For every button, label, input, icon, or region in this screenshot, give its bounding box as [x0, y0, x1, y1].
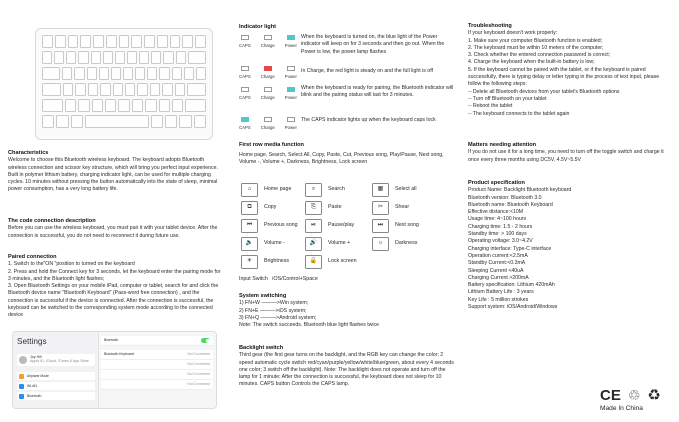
key-volume-up: 🔊 Volume + — [305, 237, 350, 251]
trouble-line: If your keyboard doesn't work properly: — [468, 30, 558, 37]
bluetooth-toggle-row: Bluetooth — [101, 336, 213, 346]
indicator-icons: CAPS Charge Power — [239, 66, 297, 80]
attention-text: If you do not use it for a long time, you need to turn off the toggle switch and charge it once every three months using DC5V, 4.5V~5.5V — [468, 149, 664, 163]
indicator-icons: CAPS Charge Power — [239, 35, 297, 49]
first-row-text: Home page, Search, Select All, Copy, Paste, Cut, Previous song, Play/Pause, Next song, Volume -, Volume +, Darkness, Brightness, Lock screen — [239, 152, 444, 166]
trouble-line: 3. Check whether the entered connection password is correct; — [468, 52, 611, 59]
attention-title: Matters needing attention — [468, 142, 537, 148]
indicator-desc: The CAPS indicator lights up when the keyboard caps lock — [301, 117, 436, 123]
avatar — [19, 356, 27, 364]
indicator-desc: When the keyboard is turned on, the blue light of the Power indicator will keep on for 3 seconds and then go out. When the Power is low, the power lamp flashes — [301, 34, 445, 55]
scissors-icon: ✂ — [372, 201, 389, 215]
spec-title: Product specification — [468, 180, 525, 186]
key-volume-down: 🔉 Volume - — [241, 237, 285, 251]
trouble-line: -- Reboot the tablet — [468, 103, 513, 110]
next-icon: ⏭ — [372, 219, 389, 233]
code-title: The code connection description — [8, 218, 96, 224]
settings-main — [101, 336, 213, 390]
system-line: 3) FN+Q ———>Android system; — [239, 314, 317, 321]
indicator-icons: CAPS Charge Power — [239, 87, 297, 101]
trouble-line: 5. If the keyboard cannot be paired with the tablet, or if the keyboard is paired successfully, there is typing delay or letter typing in the process of text input, please follow the following steps: — [468, 66, 660, 88]
code-text: Before you can use the wireless keyboard, you must pair it with your tablet device. After the connection is successful, you do not need to reconnect it during future use. — [8, 225, 218, 239]
key-darkness: ☼ Darkness — [372, 237, 417, 251]
trouble-line: 2. The keyboard must be within 10 meters of the computer; — [468, 44, 604, 51]
key-next: ⏭ Next song — [372, 219, 419, 233]
code-section — [8, 218, 223, 240]
system-section — [239, 293, 454, 329]
brightness-icon: ☀ — [241, 255, 258, 269]
paired-step: 1. Switch to the"ON "position to turned on the keyboard — [8, 261, 135, 268]
copy-icon: ⧉ — [241, 201, 258, 215]
keyboard-illustration — [35, 28, 213, 140]
device-row: Not Connected — [101, 370, 213, 380]
settings-screenshot — [12, 331, 217, 409]
device-row: Bluetooth Keyboard Not Connected — [101, 350, 213, 360]
key-search: ⌕ Search — [305, 183, 345, 197]
spec-line: Lithium Battery Life : 3 years — [468, 289, 534, 296]
key-brightness: ☀ Brightness — [241, 255, 289, 269]
airplane-icon — [19, 374, 24, 379]
key-shear: ✂ Shear — [372, 201, 409, 215]
lock-icon: 🔒 — [305, 255, 322, 269]
spec-line: Key Life : 5 million strokes — [468, 296, 529, 303]
trouble-line: 4. Charge the keyboard when the built-in battery is low; — [468, 59, 595, 66]
indicator-title: Indicator light — [239, 24, 276, 30]
recycle-icon: ♻ — [647, 387, 661, 404]
characteristics-text: Welcome to choose this Bluetooth wireless keyboard. The keyboard adopts Bluetooth wireless connection and scissor key structure, which will bring you perfect input experience. Built in polymer lithium battery, charging indicator light, can be used for multiple charging cycles. 10 minutes without pressing the button automatically into the state of sleep, minimal power consumption, has a very long battery life. — [8, 157, 218, 193]
troubleshooting-title: Troubleshooting — [468, 23, 512, 29]
spec-line: Charging Current >200mA — [468, 274, 529, 281]
paste-icon: ⎘ — [305, 201, 322, 215]
settings-sidebar — [13, 332, 99, 408]
paired-title: Paired connection — [8, 254, 57, 260]
key-home: ⌂ Home page — [241, 183, 291, 197]
spec-line: Product Name: Backlight Bluetooth keyboard — [468, 187, 572, 194]
indicator-desc: When the keyboard is ready for pairing, the Bluetooth indicator will blink and the pairing status will last for 3 minutes. — [301, 85, 454, 99]
spec-line: Bluetooth version: Bluetooth 3.0 — [468, 194, 542, 201]
spec-line: Battery specification: Lithium 420mAh — [468, 282, 555, 289]
indicator-icons: CAPS Charge Power — [239, 117, 297, 131]
wifi-icon — [19, 384, 24, 389]
settings-title: Settings — [17, 337, 47, 346]
system-line: Note: The switch succeeds. Bluetooth blue light flashes twice — [239, 322, 380, 329]
volume-down-icon: 🔉 — [241, 237, 258, 251]
trouble-line: -- Turn off Bluetooth on your tablet — [468, 95, 547, 102]
paired-section — [8, 254, 223, 320]
device-row: Not Connected — [101, 380, 213, 390]
indicator-desc: In Charge, the red light is steady on and the full light is off — [301, 68, 433, 74]
weee-bin-icon: ♲ — [627, 386, 641, 403]
previous-icon: ⏮ — [241, 219, 258, 233]
sidebar-item-bluetooth: Bluetooth — [17, 392, 95, 400]
spec-line: Charging interface: Type-C interface — [468, 245, 552, 252]
spec-line: Operation current:<2.5mA — [468, 252, 528, 259]
spec-line: Standby time: > 100 days — [468, 231, 527, 238]
spec-line: Sleeping Current <40uA — [468, 267, 524, 274]
user-card — [17, 354, 95, 366]
bluetooth-toggle — [201, 338, 210, 343]
spec-line: Effective distance:<10M — [468, 209, 524, 216]
key-lock: 🔒 Lock screen — [305, 255, 357, 269]
user-name: Joy Hill Apple ID, iCloud, iTunes & App Store — [30, 355, 89, 364]
spec-section — [468, 180, 673, 311]
spec-line: Operating voltage: 3.0~4.2V — [468, 238, 533, 245]
ce-mark-icon: CE — [600, 386, 621, 404]
input-switch: Input Switch iOS/Control+Space — [239, 276, 318, 282]
system-line: 1) FN+W ———>Win system; — [239, 300, 309, 307]
volume-up-icon: 🔊 — [305, 237, 322, 251]
device-row: Not Connected — [101, 360, 213, 370]
column-left — [8, 0, 223, 422]
key-play: ⏯ Pause/play — [305, 219, 354, 233]
spec-line: Bluetooth name: Bluetooth Keyboard — [468, 201, 553, 208]
key-previous: ⏮ Previous song — [241, 219, 298, 233]
sidebar-item-wlan: WLAN — [17, 382, 95, 390]
key-select-all: ▦ Select all — [372, 183, 417, 197]
trouble-line: -- Delete all Bluetooth devices from your tablet's Bluetooth options — [468, 88, 620, 95]
backlight-title: Backlight switch — [239, 345, 284, 351]
paired-step: 2. Press and hold the Connect key for 3 seconds, let the keyboard enter the pairing mode for 3 minutes, and the Bluetooth light flashes; — [8, 268, 221, 282]
paired-step: 3. Open Bluetooth Settings on your mobile iPad, computer or tablet, search for and click the Bluetooth device name "Bluetooth Keyboard" (Pass-word free connection) , and the connection is successful if the device is connected. After the connection is successful, the keyboard can be switched to the corresponding system mode according to the connected device — [8, 283, 219, 319]
first-row-title: First row media function — [239, 142, 304, 148]
select-all-icon: ▦ — [372, 183, 389, 197]
spec-line: Support system: iOS/Android/Windows — [468, 304, 558, 311]
characteristics-section — [8, 150, 223, 194]
made-in-label: Made In China — [600, 405, 643, 412]
darkness-icon: ☼ — [372, 237, 389, 251]
spec-line: Charging time: 1.5 - 2 hours — [468, 223, 533, 230]
home-icon: ⌂ — [241, 183, 258, 197]
troubleshooting-section — [468, 23, 673, 118]
column-right — [468, 0, 673, 422]
key-copy: ⧉ Copy — [241, 201, 276, 215]
trouble-line: -- The keyboard connects to the tablet again — [468, 110, 570, 117]
spec-line: Usage time: 4~100 hours — [468, 216, 527, 223]
column-middle — [239, 0, 457, 422]
system-title: System switching — [239, 293, 287, 299]
characteristics-title: Characteristics — [8, 150, 49, 156]
spec-line: Standby Current:<0.3mA — [468, 260, 526, 267]
backlight-text: Third gear (the first gear turns on the backlight, and the RGB key can change the color; 2 speed automatic cycle switch red/cyan/purple/yellow/white/blue/green, about every 4 seconds one color; 3 switch off the backlight). Note: The backlight does not operate and turn off the lamp for 1 minute; After the connection is successful, the keyboard does not sleep for 10 minutes. CAPS button Controls the CAPS lamp. — [239, 352, 454, 388]
certification-marks — [600, 386, 661, 404]
trouble-line: 1. Make sure your computer Bluetooth function is enabled; — [468, 37, 603, 44]
sidebar-item-airplane: Airplane Mode — [17, 372, 95, 380]
backlight-section — [239, 345, 454, 389]
bluetooth-icon — [19, 394, 24, 399]
play-pause-icon: ⏯ — [305, 219, 322, 233]
system-line: 2) FN+E ———>iOS system; — [239, 307, 307, 314]
search-icon: ⌕ — [305, 183, 322, 197]
attention-section — [468, 142, 673, 164]
key-paste: ⎘ Paste — [305, 201, 342, 215]
